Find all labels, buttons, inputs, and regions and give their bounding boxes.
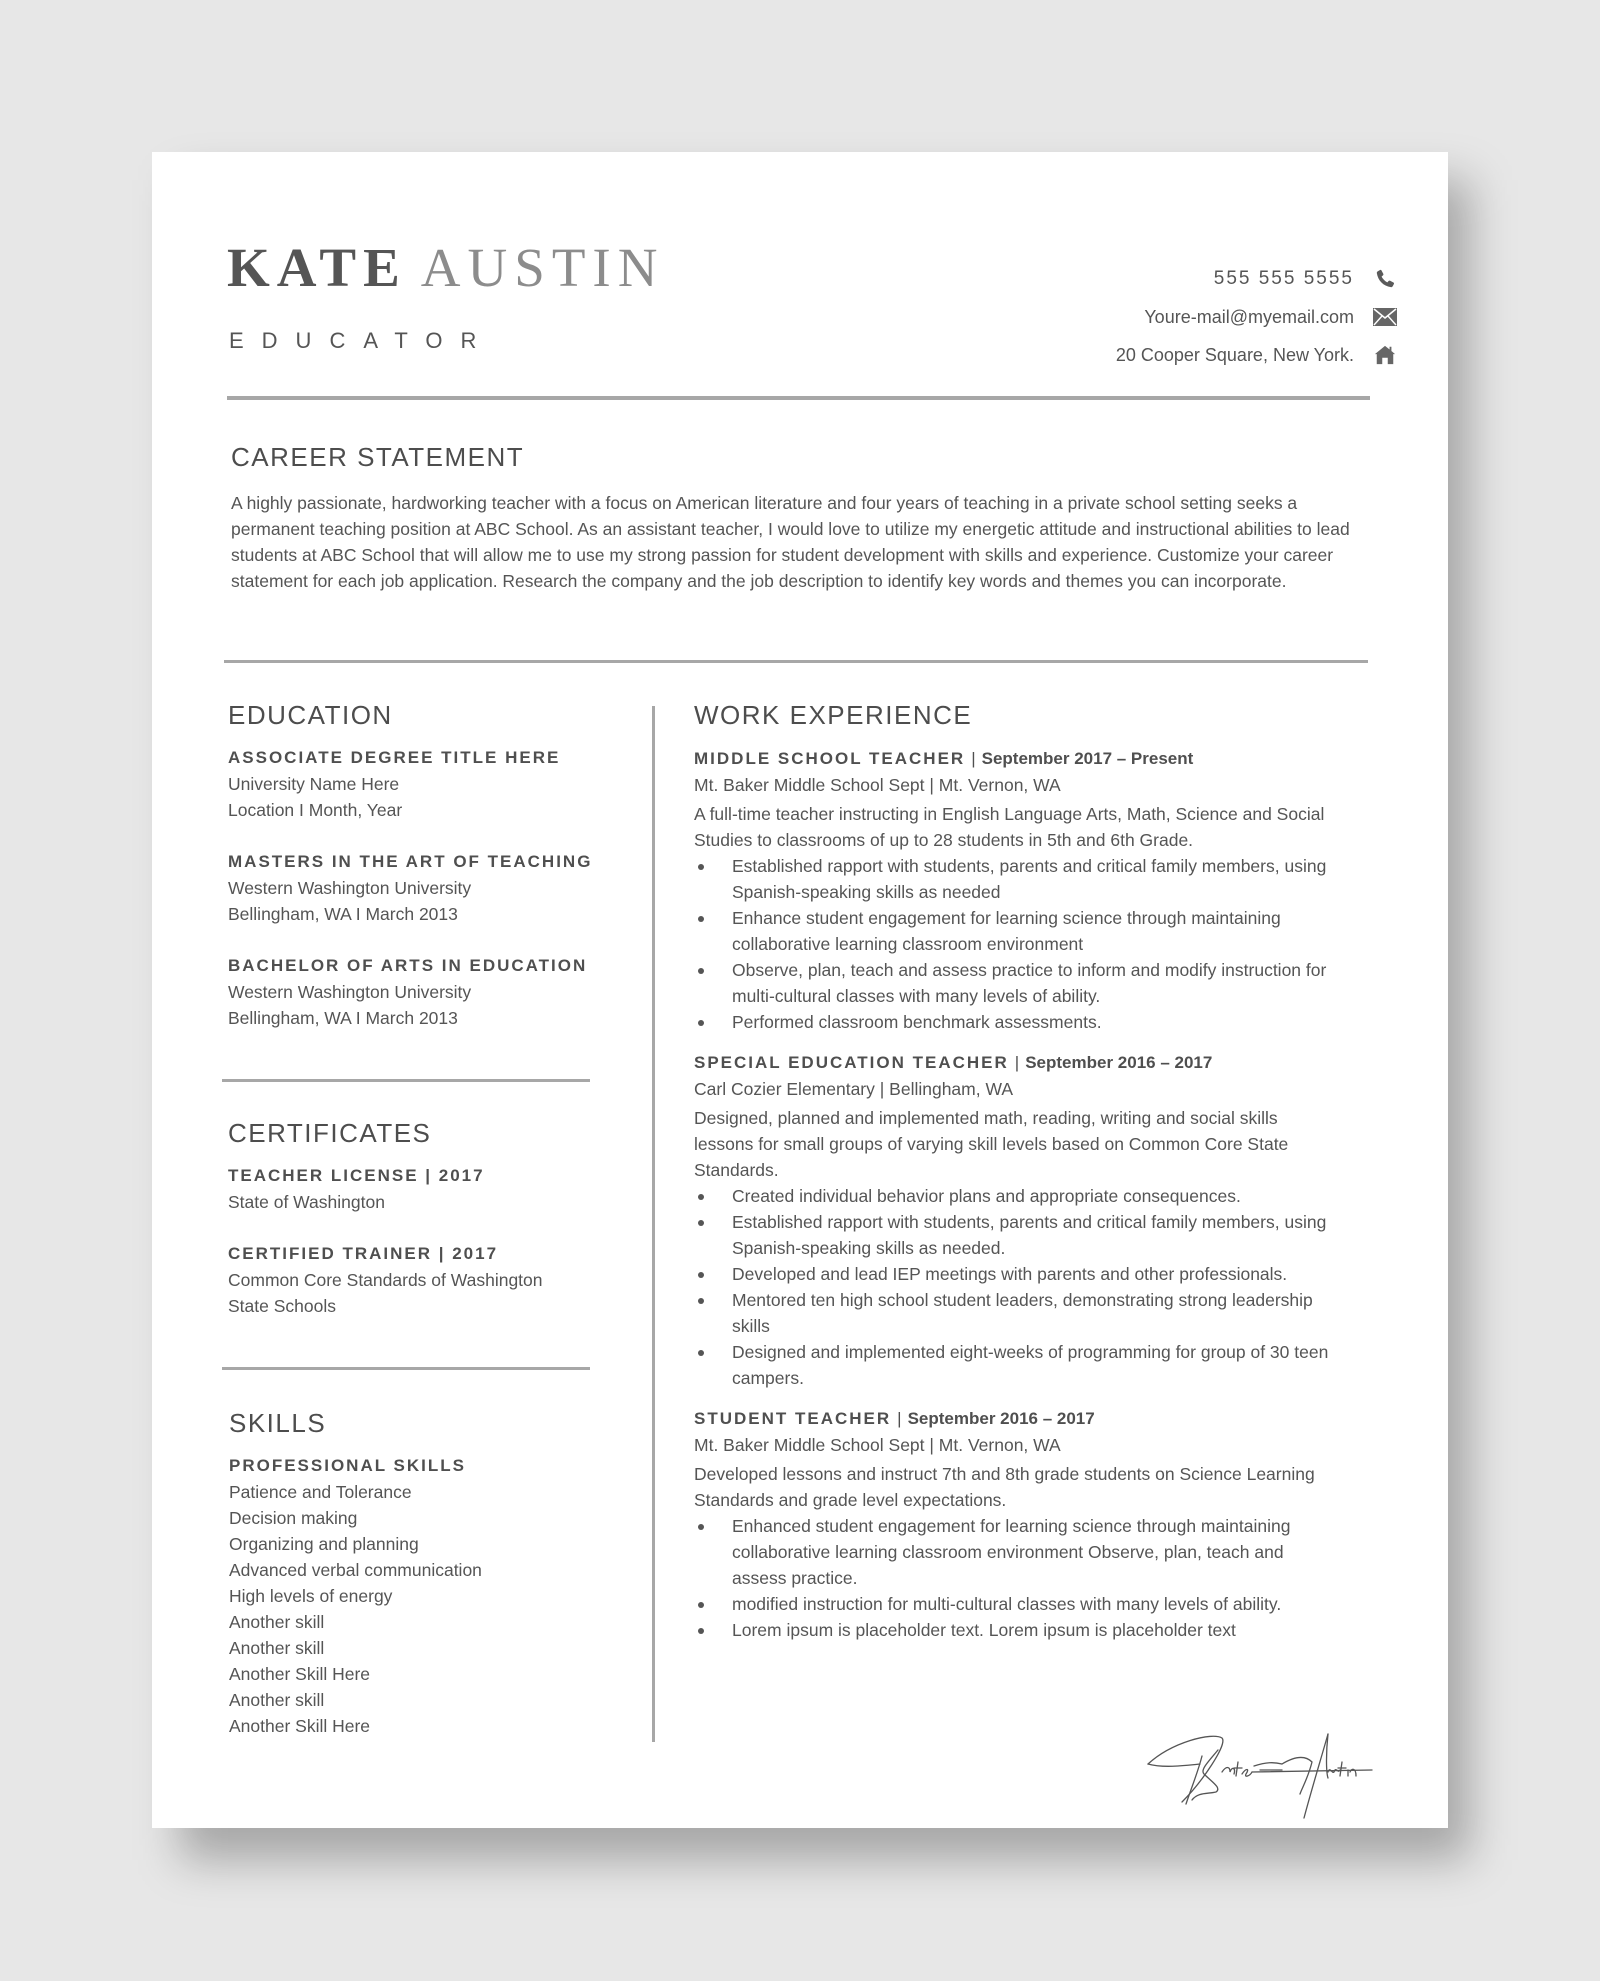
skills-subtitle: PROFESSIONAL SKILLS — [229, 1456, 466, 1475]
job-bullets — [694, 1183, 1334, 1391]
job-bullet: Created individual behavior plans and appropriate consequences. — [694, 1183, 1334, 1209]
degree-title: MASTERS IN THE ART OF TEACHING — [228, 852, 593, 871]
job-description: Developed lessons and instruct 7th and 8th grade students on Science Learning Standards and grade level expectations. — [694, 1464, 1315, 1510]
skill-item: Another skill — [229, 1612, 325, 1632]
certificates-divider — [222, 1367, 590, 1370]
job-entry — [694, 745, 1334, 1035]
job-organization: Mt. Baker Middle School Sept | Mt. Vernon, WA — [694, 1435, 1061, 1455]
certificate-detail: State Schools — [228, 1296, 336, 1316]
job-description: A full-time teacher instructing in English Language Arts, Math, Science and Social Studies to classrooms of up to 28 students in 5th and 6th Grade. — [694, 804, 1325, 850]
job-bullet: Mentored ten high school student leaders, demonstrating strong leadership skills — [694, 1287, 1334, 1339]
career-statement-title: CAREER STATEMENT — [231, 442, 525, 472]
contact-block — [1116, 260, 1398, 374]
school-name: Western Washington University — [228, 878, 472, 898]
job-description: Designed, planned and implemented math, reading, writing and social skills lessons for small groups of varying skill levels based on Common Core State Standards. — [694, 1108, 1289, 1180]
skill-item: Another skill — [229, 1638, 325, 1658]
job-role: MIDDLE SCHOOL TEACHER — [694, 749, 966, 768]
signature-icon — [1142, 1722, 1382, 1822]
phone-icon — [1372, 267, 1398, 291]
skill-item: Another Skill Here — [229, 1716, 371, 1736]
header-divider — [227, 396, 1370, 400]
skill-item: Patience and Tolerance — [229, 1482, 412, 1502]
certificate-item — [228, 1241, 628, 1319]
job-bullet: modified instruction for multi-cultural classes with many levels of ability. — [694, 1591, 1334, 1617]
job-role: SPECIAL EDUCATION TEACHER — [694, 1053, 1009, 1072]
job-separator: | — [971, 749, 976, 768]
job-separator: | — [1014, 1053, 1020, 1072]
job-title: EDUCATOR — [229, 328, 495, 353]
job-dates: September 2017 – Present — [981, 749, 1194, 768]
job-heading — [694, 745, 1334, 772]
school-detail: Bellingham, WA I March 2013 — [228, 1008, 458, 1028]
degree-title: ASSOCIATE DEGREE TITLE HERE — [228, 748, 561, 767]
envelope-icon — [1372, 305, 1398, 329]
last-name: AUSTIN — [420, 237, 665, 298]
certificates-section — [228, 1118, 628, 1345]
degree-title: BACHELOR OF ARTS IN EDUCATION — [228, 956, 588, 975]
job-bullet: Designed and implemented eight-weeks of programming for group of 30 teen campers. — [694, 1339, 1334, 1391]
education-title: EDUCATION — [228, 700, 393, 730]
job-bullet: Established rapport with students, parents and critical family members, using Spanish-speaking skills as needed. — [694, 1209, 1334, 1261]
skill-item: Organizing and planning — [229, 1534, 419, 1554]
skill-item: High levels of energy — [229, 1586, 393, 1606]
phone-number: 555 555 5555 — [1213, 268, 1354, 289]
work-experience-section — [694, 700, 1334, 1657]
candidate-name — [227, 237, 665, 298]
certificate-name: CERTIFIED TRAINER | 2017 — [228, 1244, 499, 1263]
certificate-name: TEACHER LICENSE | 2017 — [228, 1166, 485, 1185]
school-name: Western Washington University — [228, 982, 472, 1002]
job-organization: Carl Cozier Elementary | Bellingham, WA — [694, 1079, 1013, 1099]
skills-title: SKILLS — [229, 1408, 327, 1438]
column-divider — [652, 706, 655, 1742]
job-heading — [694, 1049, 1334, 1076]
job-entry — [694, 1049, 1334, 1391]
certificate-detail: Common Core Standards of Washington — [228, 1270, 543, 1290]
certificates-title: CERTIFICATES — [228, 1118, 432, 1148]
school-detail: Bellingham, WA I March 2013 — [228, 904, 458, 924]
school-name: University Name Here — [228, 774, 400, 794]
certificate-item — [228, 1163, 628, 1215]
job-bullet: Observe, plan, teach and assess practice to inform and modify instruction for multi-cultural classes with many levels of ability. — [694, 957, 1334, 1009]
education-item — [228, 745, 628, 823]
career-divider — [224, 660, 1368, 663]
skill-item: Advanced verbal communication — [229, 1560, 482, 1580]
job-bullet: Lorem ipsum is placeholder text. Lorem ipsum is placeholder text — [694, 1617, 1334, 1643]
job-dates: September 2016 – 2017 — [1025, 1053, 1213, 1072]
job-entry — [694, 1405, 1334, 1643]
work-experience-title: WORK EXPERIENCE — [694, 700, 973, 730]
job-bullet: Performed classroom benchmark assessments. — [694, 1009, 1334, 1035]
job-bullet: Enhance student engagement for learning science through maintaining collaborative learning classroom environment — [694, 905, 1334, 957]
education-divider — [222, 1079, 590, 1082]
job-bullets — [694, 1513, 1334, 1643]
education-item — [228, 849, 628, 927]
school-detail: Location I Month, Year — [228, 800, 403, 820]
job-heading — [694, 1405, 1334, 1432]
skills-section — [229, 1408, 629, 1739]
contact-address — [1116, 336, 1398, 374]
left-column — [228, 700, 628, 1057]
home-icon — [1372, 343, 1398, 367]
job-organization: Mt. Baker Middle School Sept | Mt. Vernon, WA — [694, 775, 1061, 795]
job-bullet: Established rapport with students, parents and critical family members, using Spanish-speaking skills as needed — [694, 853, 1334, 905]
first-name: KATE — [227, 237, 407, 298]
resume-page — [152, 152, 1448, 1828]
street-address: 20 Cooper Square, New York. — [1115, 344, 1354, 365]
job-bullet: Developed and lead IEP meetings with parents and other professionals. — [694, 1261, 1334, 1287]
job-role: STUDENT TEACHER — [694, 1409, 892, 1428]
email-address: Youre-mail@myemail.com — [1144, 306, 1354, 327]
skill-item: Another Skill Here — [229, 1664, 371, 1684]
job-separator: | — [897, 1409, 902, 1428]
contact-phone — [1116, 260, 1398, 298]
contact-email — [1116, 298, 1398, 336]
job-dates: September 2016 – 2017 — [907, 1409, 1095, 1428]
career-statement-body: A highly passionate, hardworking teacher with a focus on American literature and four years of teaching in a private school setting seeks a permanent teaching position at ABC School. As an assistant teacher, I would love to utilize my energetic attitude and instructional abilities to lead students at ABC School that will allow me to use my strong passion for student development with skills and experience. Customize your career statement for each job application. Research the company and the job description to identify key words and themes you can incorporate. — [231, 493, 1350, 591]
signature — [1142, 1722, 1382, 1822]
education-item — [228, 953, 628, 1031]
skill-item: Another skill — [229, 1690, 325, 1710]
job-bullets — [694, 853, 1334, 1035]
skill-item: Decision making — [229, 1508, 358, 1528]
certificate-detail: State of Washington — [228, 1192, 385, 1212]
job-bullet: Enhanced student engagement for learning science through maintaining collaborative learning classroom environment Observe, plan, teach and assess practice. — [694, 1513, 1334, 1591]
